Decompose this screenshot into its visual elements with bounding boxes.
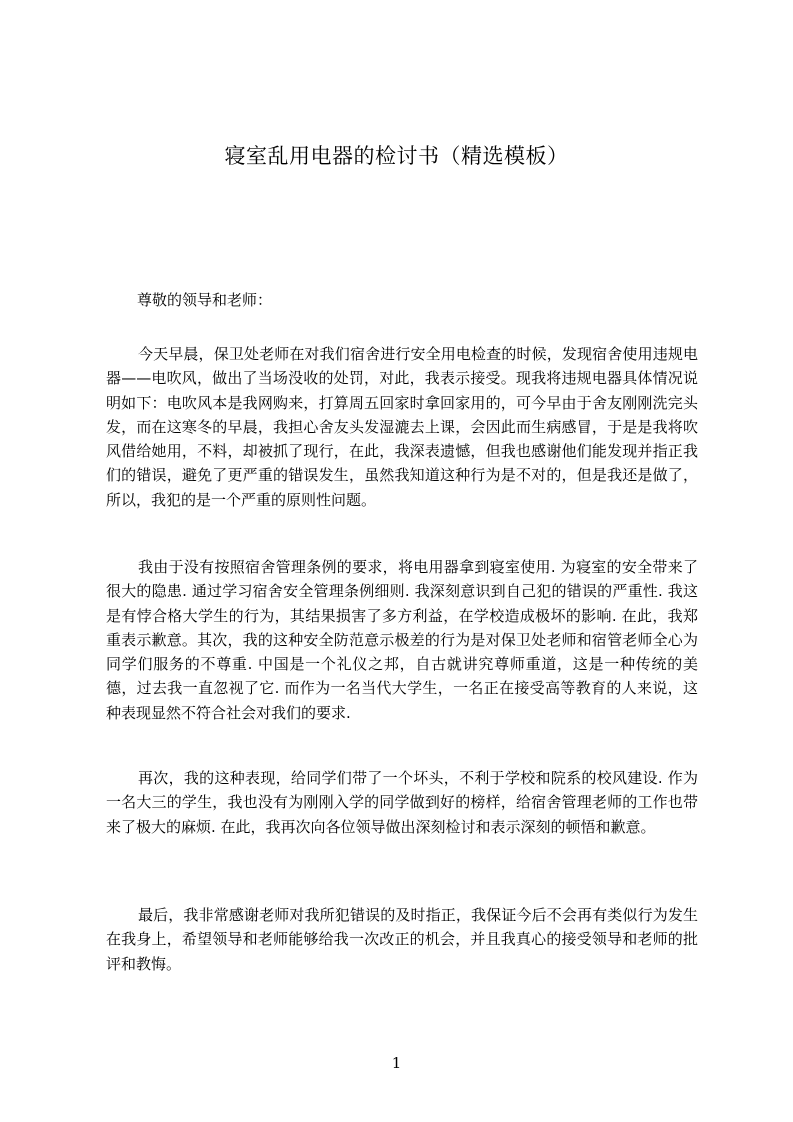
body-paragraph-2: 我由于没有按照宿舍管理条例的要求，将电用器拿到寝室使用. 为寝室的安全带来了很大的隐患. 通过学习宿舍安全管理条例细则. 我深刻意识到自己犯的错误的严重性. 我这是有悖合格大学生的行为，其结果损害了多方利益，在学校造成极坏的影响. 在此，我郑重表示歉意。其次，我的这种安全防范意示极差的行为是对保卫处老师和宿管老师全心为同学们服务的不尊重. 中国是一个礼仪之邦，自古就讲究尊师重道，这是一种传统的美德，过去我一直忽视了它. 而作为一名当代大学生，一名正在接受高等教育的人来说，这种表现显然不符合社会对我们的要求. [106,558,698,722]
page-number: 1 [391,1054,402,1072]
body-paragraph-4: 最后，我非常感谢老师对我所犯错误的及时指正，我保证今后不会再有类似行为发生在我身上，希望领导和老师能够给我一次改正的机会，并且我真心的接受领导和老师的批评和教悔。 [106,906,698,973]
body-paragraph-3: 再次，我的这种表现，给同学们带了一个坏头，不利于学校和院系的校风建设. 作为一名大三的学生，我也没有为刚刚入学的同学做到好的榜样，给宿舍管理老师的工作也带来了极大的麻烦. 在此，我再次向各位领导做出深刻检讨和表示深刻的顿悟和歉意。 [106,769,698,836]
body-paragraph-1: 今天早晨，保卫处老师在对我们宿舍进行安全用电检查的时候，发现宿舍使用违规电器——电吹风，做出了当场没收的处罚，对此，我表示接受。现我将违规电器具体情况说明如下：电吹风本是我网购来，打算周五回家时拿回家用的，可今早由于舍友刚刚洗完头发，而在这寒冬的早晨，我担心舍友头发湿漉去上课，会因此而生病感冒，于是是我将吹风借给她用，不料，却被抓了现行，在此，我深表遗憾，但我也感谢他们能发现并指正我们的错误，避免了更严重的错误发生，虽然我知道这种行为是不对的，但是我还是做了，所以，我犯的是一个严重的原则性问题。 [106,345,698,509]
document-title: 寝室乱用电器的检讨书（精选模板） [224,144,569,168]
salutation: 尊敬的领导和老师： [137,291,273,309]
